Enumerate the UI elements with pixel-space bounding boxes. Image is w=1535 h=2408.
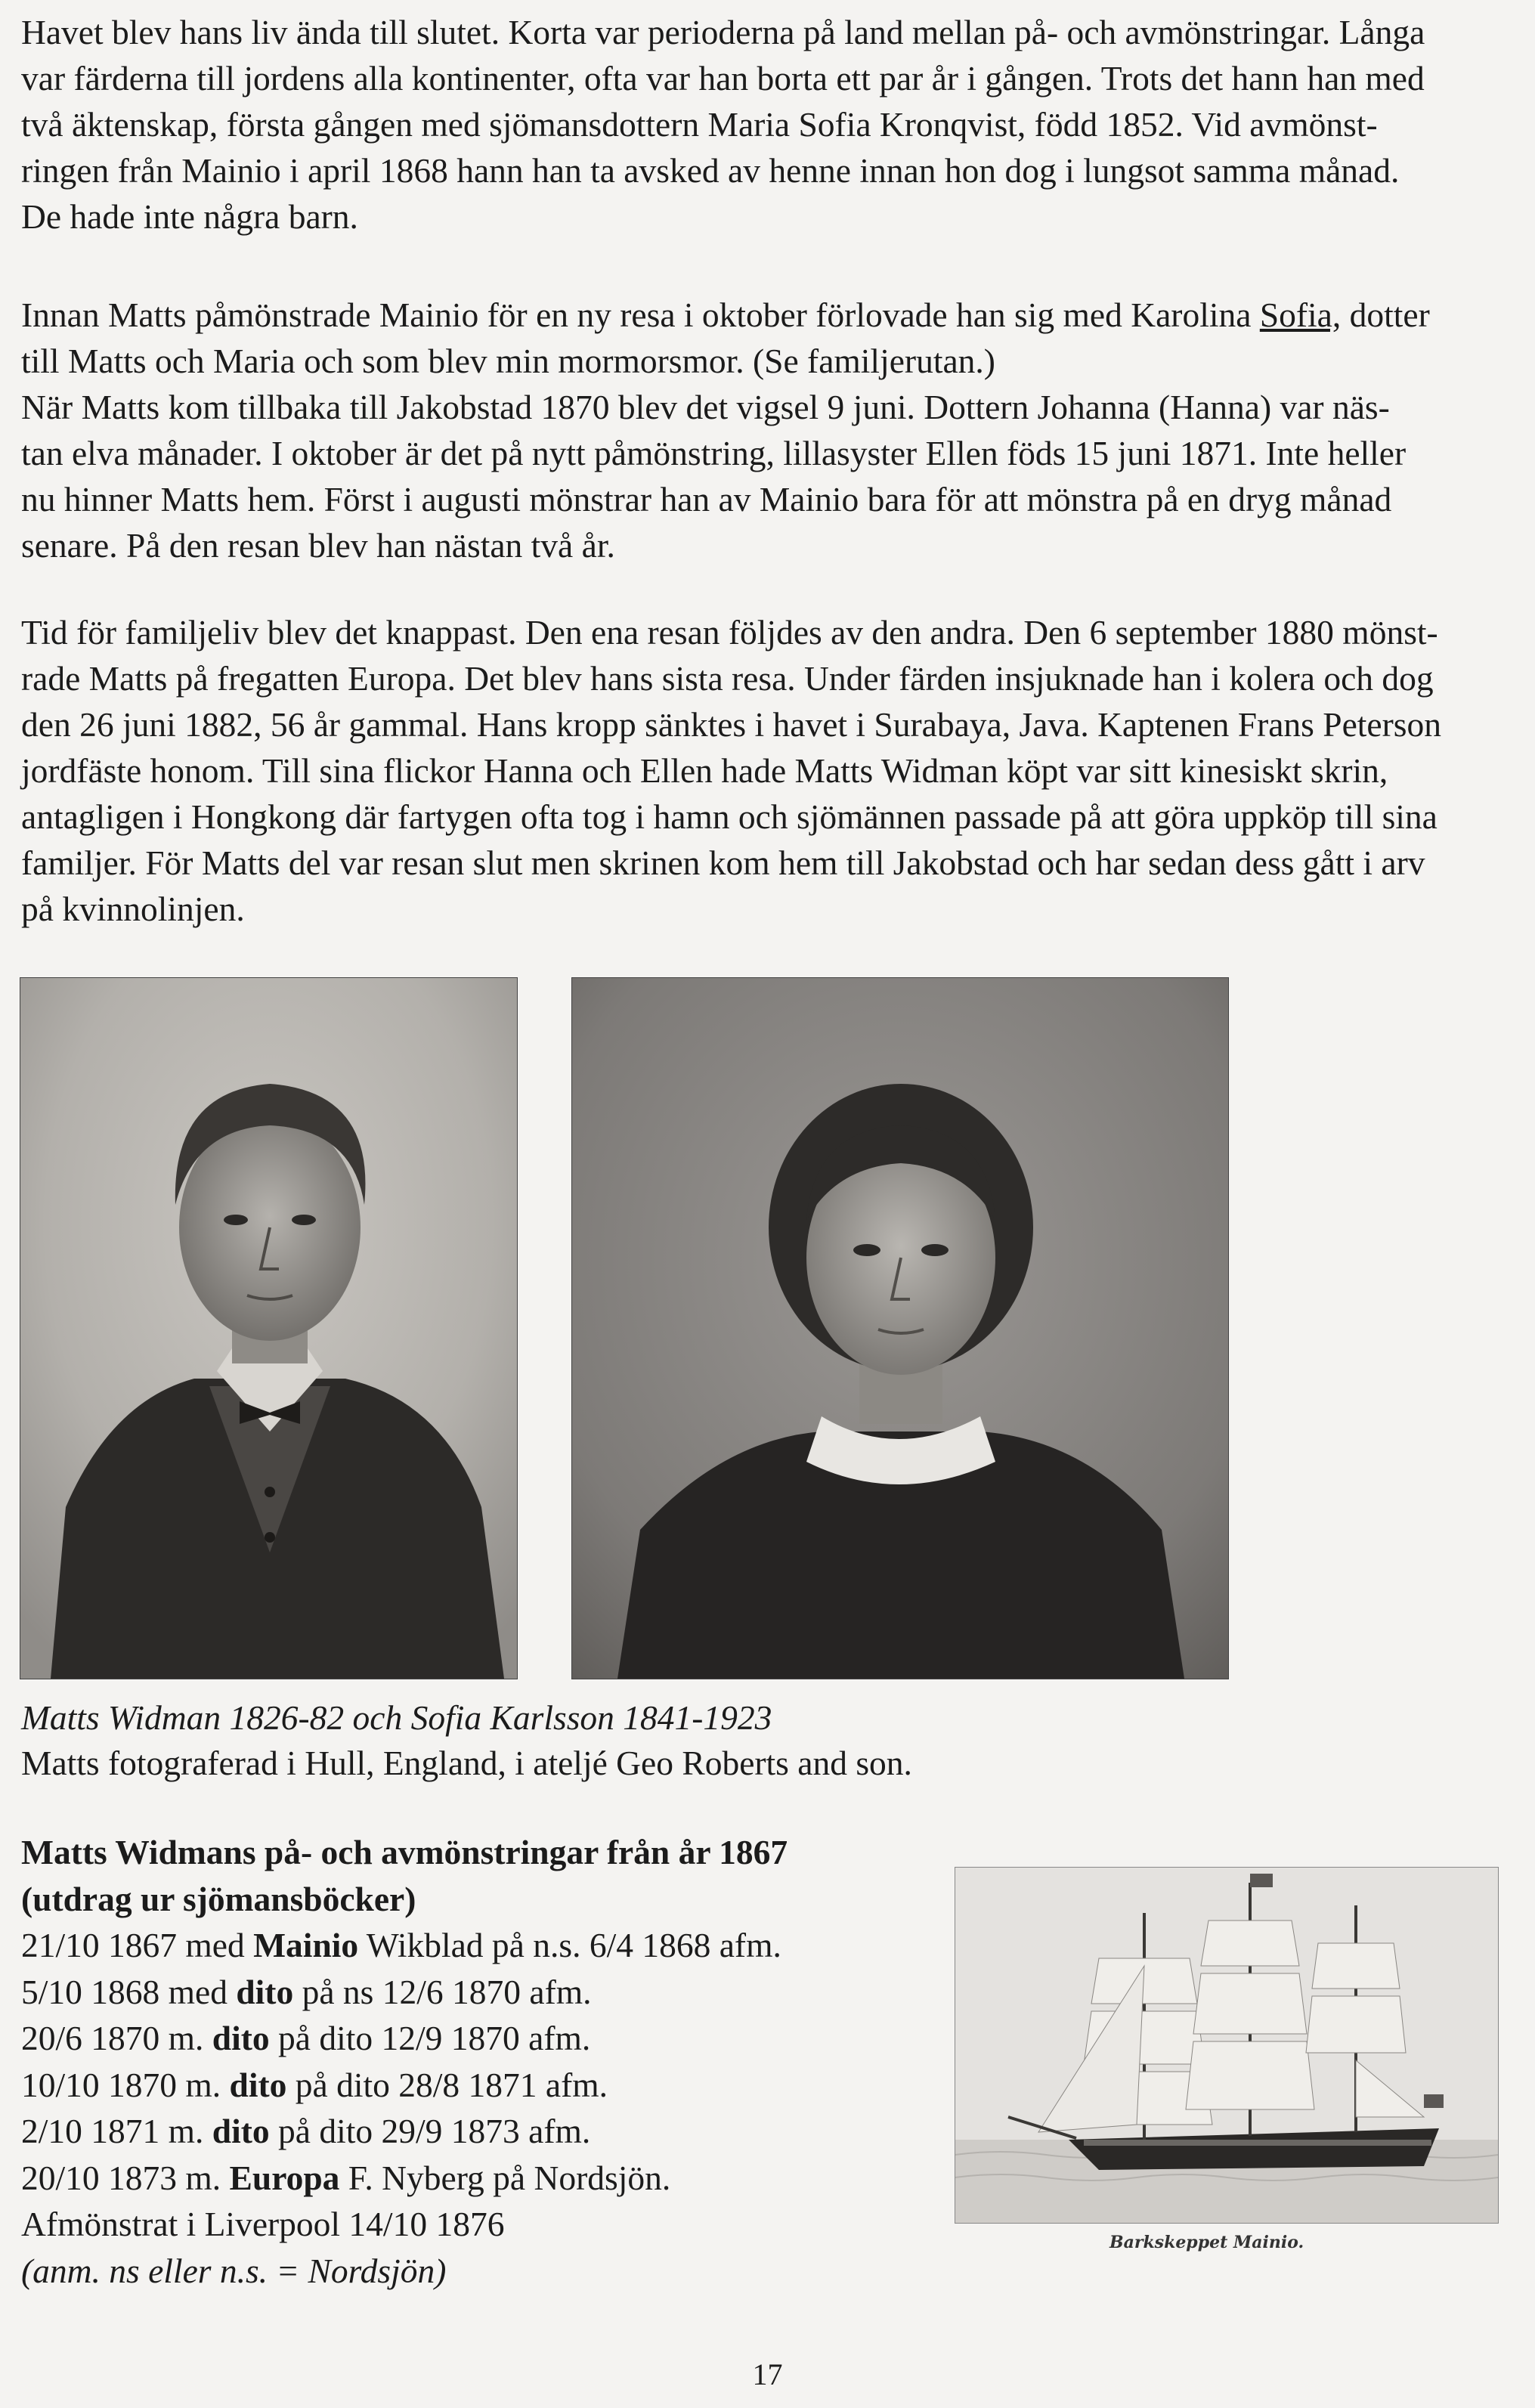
- voyage-list: [21, 1829, 928, 2294]
- text-span: 21/10 1867 med: [21, 1926, 254, 1964]
- paragraph-line: rade Matts på fregatten Europa. Det blev hans sista resa. Under färden insjuknade han i kolera och dog: [21, 659, 1434, 698]
- paragraph-line: När Matts kom tillbaka till Jakobstad 1870 blev det vigsel 9 juni. Dottern Johanna (Hanna) var näs-: [21, 388, 1390, 426]
- text-span: på ns 12/6 1870 afm.: [293, 1972, 592, 2011]
- paragraph-line: De hade inte några barn.: [21, 197, 358, 236]
- paragraph-line: den 26 juni 1882, 56 år gammal. Hans kropp sänktes i havet i Surabaya, Java. Kaptenen Frans Peterson: [21, 705, 1441, 744]
- portrait-photo-man: [20, 977, 518, 1679]
- voyage-subheading: (utdrag ur sjömansböcker): [21, 1879, 416, 1918]
- paragraph-line: två äktenskap, första gången med sjömansdottern Maria Sofia Kronqvist, född 1852. Vid avmönst-: [21, 105, 1378, 144]
- text-span: 2/10 1871 m.: [21, 2112, 212, 2150]
- ship-name: dito: [229, 2065, 287, 2104]
- text-span: på dito 28/8 1871 afm.: [286, 2065, 608, 2104]
- ship-image: [955, 1868, 1498, 2223]
- voyage-entry: [21, 2062, 928, 2109]
- ship-name: Mainio: [253, 1926, 359, 1964]
- ship-name: Europa: [229, 2158, 340, 2197]
- text-span: 5/10 1868 med: [21, 1972, 237, 2011]
- paragraph-1: [21, 9, 1518, 240]
- portrait-woman-image: [572, 978, 1228, 1679]
- ship-name: dito: [212, 2019, 270, 2057]
- ship-name: dito: [236, 1972, 294, 2011]
- text-span: på dito 29/9 1873 afm.: [269, 2112, 591, 2150]
- paragraph-line: jordfäste honom. Till sina flickor Hanna och Ellen hade Matts Widman köpt var sitt kinesiskt skrin,: [21, 751, 1388, 790]
- text-span: Innan Matts påmönstrade Mainio för en ny resa i oktober förlovade han sig med Karolina: [21, 296, 1260, 334]
- paragraph-line: [21, 292, 1518, 338]
- paragraph-line: senare. På den resan blev han nästan två år.: [21, 526, 615, 565]
- paragraph-3: [21, 609, 1518, 932]
- text-span: 20/10 1873 m.: [21, 2158, 230, 2197]
- voyage-note: (anm. ns eller n.s. = Nordsjön): [21, 2251, 447, 2290]
- paragraph-line: nu hinner Matts hem. Först i augusti mönstrar han av Mainio bara för att mönstra på en dryg månad: [21, 480, 1392, 518]
- paragraph-line: ringen från Mainio i april 1868 hann han ta avsked av henne innan hon dog i lungsot samma månad.: [21, 151, 1400, 190]
- paragraph-line: familjer. För Matts del var resan slut men skrinen kom hem till Jakobstad och har sedan dess gått i arv: [21, 843, 1425, 882]
- caption-studio: Matts fotograferad i Hull, England, i ateljé Geo Roberts and son.: [21, 1744, 912, 1782]
- page-number: 17: [752, 2357, 783, 2391]
- photo-caption: [21, 1695, 1004, 1786]
- paragraph-line: antagligen i Hongkong där fartygen ofta tog i hamn och sjömännen passade på att göra uppköp till sina: [21, 797, 1438, 836]
- portrait-man-image: [20, 978, 517, 1679]
- text-span: dotter: [1341, 296, 1430, 334]
- paragraph-2: [21, 292, 1518, 568]
- voyage-heading: Matts Widmans på- och avmönstringar från år 1867: [21, 1833, 788, 1871]
- ship-photo: [955, 1867, 1499, 2224]
- text-span: 20/6 1870 m.: [21, 2019, 212, 2057]
- paragraph-line: var färderna till jordens alla kontinenter, ofta var han borta ett par år i gången. Trots det hann han med: [21, 59, 1425, 97]
- caption-names: Matts Widman 1826-82 och Sofia Karlsson 1841-1923: [21, 1698, 772, 1737]
- paragraph-line: Havet blev hans liv ända till slutet. Korta var perioderna på land mellan på- och avmönstringar. Långa: [21, 13, 1425, 51]
- voyage-entry: [21, 1922, 928, 1969]
- voyage-entry: [21, 2155, 928, 2202]
- paragraph-line: till Matts och Maria och som blev min mormorsmor. (Se familjerutan.): [21, 342, 995, 380]
- voyage-discharge: Afmönstrat i Liverpool 14/10 1876: [21, 2205, 505, 2243]
- voyage-entry: [21, 1969, 928, 2016]
- ship-caption: Barkskeppet Mainio.: [1109, 2233, 1304, 2252]
- paragraph-line: tan elva månader. I oktober är det på nytt påmönstring, lillasyster Ellen föds 15 juni 1871. Inte heller: [21, 434, 1407, 472]
- ship-name: dito: [212, 2112, 270, 2150]
- voyage-entry: [21, 2108, 928, 2155]
- text-span: på dito 12/9 1870 afm.: [269, 2019, 591, 2057]
- text-span: Wikblad på n.s. 6/4 1868 afm.: [358, 1926, 781, 1964]
- portrait-photo-woman: [571, 977, 1229, 1679]
- text-span: 10/10 1870 m.: [21, 2065, 230, 2104]
- paragraph-line: Tid för familjeliv blev det knappast. Den ena resan följdes av den andra. Den 6 september 1880 mönst-: [21, 613, 1438, 652]
- text-span: F. Nyberg på Nordsjön.: [339, 2158, 671, 2197]
- paragraph-line: på kvinnolinjen.: [21, 890, 245, 928]
- voyage-entry: [21, 2015, 928, 2062]
- underlined-name: Sofia,: [1259, 296, 1342, 334]
